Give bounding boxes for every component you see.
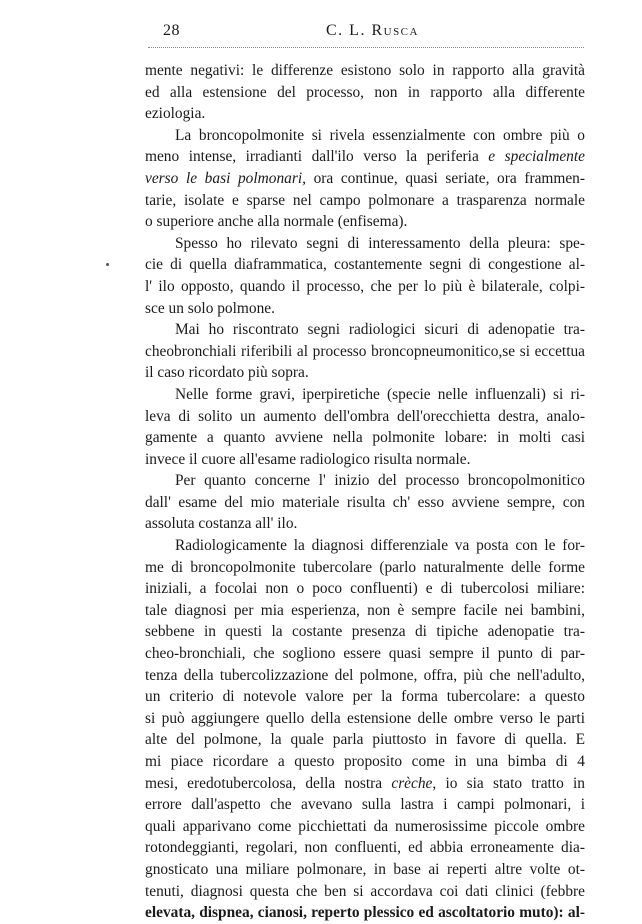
italic-phrase: e specialmente: [488, 148, 585, 166]
author-initials: C. L.: [326, 22, 372, 39]
header-rule: [148, 47, 584, 48]
text-line: o superiore anche alla normale (enfisema).: [145, 213, 408, 231]
text-line: tale diagnosi per mia esperienza, non è sempre facile nei bambini,: [145, 601, 585, 619]
running-title: [326, 22, 419, 40]
author-surname: Rusca: [371, 22, 419, 39]
text-line: errore dall'aspetto che avevano sulla lastra i campi polmonari, i: [145, 796, 585, 814]
text-line: si può aggiungere quello della estensione delle ombre verso le parti: [145, 709, 585, 727]
text-line: dall' esame del mio materiale risulta ch' esso avviene sempre, con: [145, 493, 585, 511]
text-line: Mai ho riscontrato segni radiologici sicuri di adenopatie tra-: [175, 321, 585, 339]
text-line: cie di quella diaframmatica, costantemente segni di congestione al-: [145, 256, 585, 274]
text-line: iniziali, a focolai non o poco confluenti) e di tubercolosi miliare:: [145, 580, 585, 598]
text-line: [145, 773, 585, 795]
text-segment: meno intense, irradianti dall'ilo verso la periferia: [145, 148, 479, 166]
print-speck: [106, 263, 109, 266]
text-line: l' ilo opposto, quando il processo, che per lo più è bilaterale, colpi-: [145, 277, 585, 295]
text-line: tenza della tubercolizzazione del polmone, offra, più che nell'adulto,: [145, 666, 585, 684]
italic-phrase: verso le basi polmonari,: [145, 169, 306, 187]
running-head: [163, 22, 583, 46]
text-line: gamente a quanto avviene nella polmonite lobare: in molti casi: [145, 429, 585, 447]
text-line: elevata, dispnea, cianosi, reperto plessico ed ascoltatorio muto): al-: [145, 904, 585, 922]
text-line: quali apparivano come picchiettati da numerosissime piccole ombre: [145, 817, 585, 835]
text-line: cheo-bronchiali, che sogliono essere quasi sempre il punto di par-: [145, 645, 585, 663]
text-line: eziologia.: [145, 105, 206, 123]
text-line: cheobronchiali riferibili al processo broncopneumonitico,se si eccettua: [145, 342, 585, 360]
text-line: mi piace ricordare a questo proposito come in una bimba di 4: [145, 753, 585, 770]
text-line: Radiologicamente la diagnosi differenziale va posta con le for-: [175, 537, 585, 555]
text-line: leva di solito un aumento dell'ombra dell'orecchietta destra, analo-: [145, 407, 585, 425]
text-line: [145, 146, 585, 168]
text-line: La broncopolmonite si rivela essenzialmente con ombre più o: [175, 126, 585, 144]
text-line: un criterio di notevole valore per la forma tubercolare: a questo: [145, 688, 585, 706]
text-line: Nelle forme gravi, iperpiretiche (specie nelle influenzali) si ri-: [175, 385, 585, 403]
text-line: tarie, isolate e sparse nel campo polmonare a trasparenza normale: [145, 191, 585, 209]
page-number: 28: [163, 22, 180, 39]
text-segment: mesi, eredotubercolosa, della nostra: [145, 774, 383, 792]
text-line: sebbene in questi la costante presenza di tipiche adenopatie tra-: [145, 623, 585, 641]
text-line: Per quanto concerne l' inizio del processo broncopolmonitico: [175, 472, 585, 490]
text-line: tenuti, diagnosi questa che ben si accordava coi dati clinici (febbre: [145, 882, 585, 900]
text-segment: ora continue, quasi seriate, ora frammen-: [305, 169, 585, 187]
text-line: ed alla estensione del processo, non in rapporto alla differente: [145, 83, 585, 101]
body-text: [145, 60, 585, 924]
text-line: invece il cuore all'esame radiologico risulta normale.: [145, 450, 471, 468]
text-line: assoluta costanza all' ilo.: [145, 515, 298, 533]
text-line: mente negativi: le differenze esistono solo in rapporto alla gravità: [145, 62, 585, 79]
text-segment: , io sia stato tratto in: [432, 774, 585, 792]
text-line: me di broncopolmonite tubercolare (parlo naturalmente delle forme: [145, 558, 585, 576]
text-line: il caso ricordato più sopra.: [145, 364, 309, 382]
text-line: [145, 168, 585, 190]
text-line: alte del polmone, la quale parla piuttosto in favore di quella. E: [145, 731, 585, 749]
text-line: Spesso ho rilevato segni di interessamento della pleura: spe-: [175, 234, 585, 252]
text-line: gnosticato una miliare polmonare, in base ai reperti altre volte ot-: [145, 860, 585, 878]
text-line: sce un solo polmone.: [145, 299, 275, 317]
italic-word: crèche: [391, 774, 433, 792]
text-line: rotondeggianti, regolari, non confluenti, ed abbia erroneamente dia-: [145, 839, 585, 857]
